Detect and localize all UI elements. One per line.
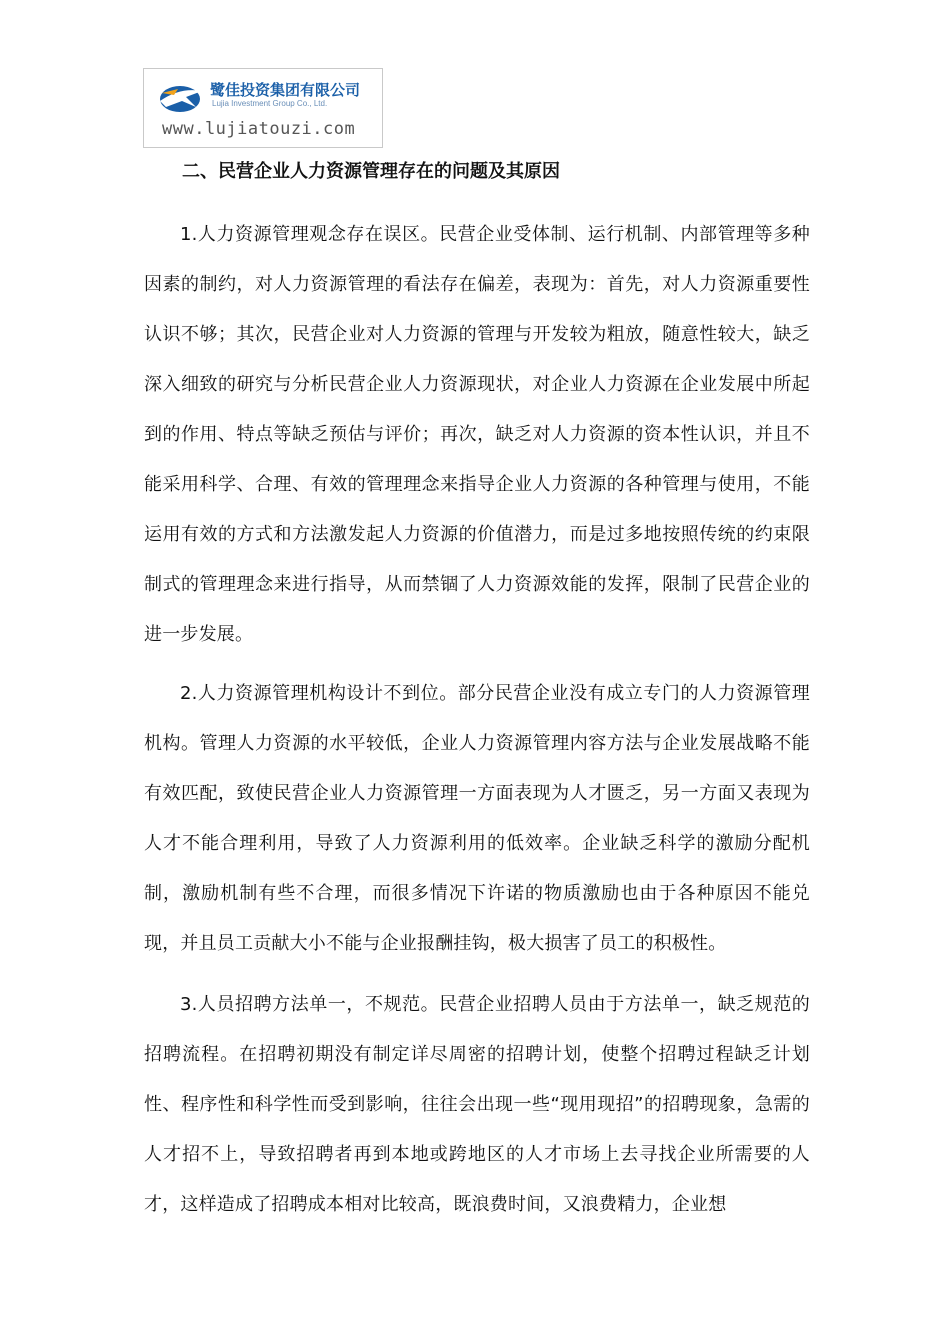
- logo-company-name-cn: 鹭佳投资集团有限公司: [210, 81, 361, 99]
- airplane-logo-icon: [156, 77, 204, 117]
- company-logo: [143, 68, 383, 148]
- logo-company-name-en: Lujia Investment Group Co., Ltd.: [212, 99, 328, 108]
- paragraph-2: 2.人力资源管理机构设计不到位。部分民营企业没有成立专门的人力资源管理机构。管理人力资源的水平较低，企业人力资源管理内容方法与企业发展战略不能有效匹配，致使民营企业人力资源管理一方面表现为人才匮乏，另一方面又表现为人才不能合理利用，导致了人力资源利用的低效率。企业缺乏科学的激励分配机制，激励机制有些不合理，而很多情况下许诺的物质激励也由于各种原因不能兑现，并且员工贡献大小不能与企业报酬挂钩，极大损害了员工的积极性。: [144, 683, 810, 954]
- logo-website-url: www.lujiatouzi.com: [162, 119, 356, 139]
- paragraph-3: 3.人员招聘方法单一，不规范。民营企业招聘人员由于方法单一，缺乏规范的招聘流程。在招聘初期没有制定详尽周密的招聘计划，使整个招聘过程缺乏计划性、程序性和科学性而受到影响，往往会出现一些“现用现招”的招聘现象，急需的人才招不上，导致招聘者再到本地或跨地区的人才市场上去寻找企业所需要的人才，这样造成了招聘成本相对比较高，既浪费时间，又浪费精力，企业想: [144, 994, 810, 1215]
- paragraph-1: 1.人力资源管理观念存在误区。民营企业受体制、运行机制、内部管理等多种因素的制约，对人力资源管理的看法存在偏差，表现为：首先，对人力资源重要性认识不够；其次，民营企业对人力资源的管理与开发较为粗放，随意性较大，缺乏深入细致的研究与分析民营企业人力资源现状，对企业人力资源在企业发展中所起到的作用、特点等缺乏预估与评价；再次，缺乏对人力资源的资本性认识，并且不能采用科学、合理、有效的管理理念来指导企业人力资源的各种管理与使用，不能运用有效的方式和方法激发起人力资源的价值潜力，而是过多地按照传统的约束限制式的管理理念来进行指导，从而禁锢了人力资源效能的发挥，限制了民营企业的进一步发展。: [144, 224, 810, 645]
- section-heading: 二、民营企业人力资源管理存在的问题及其原因: [182, 161, 560, 182]
